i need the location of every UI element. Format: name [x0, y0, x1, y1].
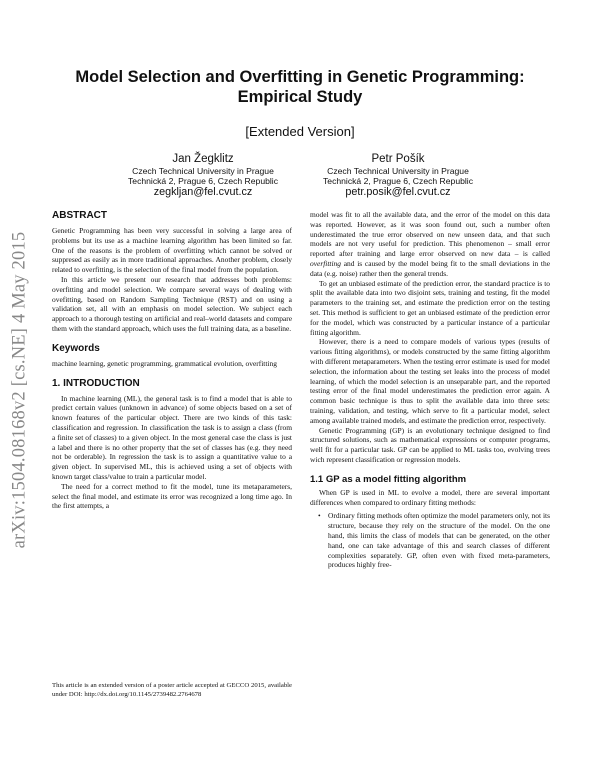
author-name: Petr Pošík	[371, 153, 425, 165]
author-block-1	[93, 152, 313, 199]
author-affiliation: Czech Technical University in Prague	[132, 166, 274, 176]
arxiv-id: arXiv:1504.08168v2 [cs.NE] 4 May 2015	[9, 231, 30, 549]
bullet-item	[318, 511, 550, 570]
paper-title	[40, 67, 560, 107]
author-address: Technická 2, Prague 6, Czech Republic	[323, 176, 473, 186]
author-block-2	[288, 152, 508, 199]
arxiv-stamp	[0, 150, 40, 630]
paper-subtitle: [Extended Version]	[245, 124, 355, 139]
keywords-text: machine learning, genetic programming, grammatical evolution, overfitting	[52, 358, 277, 368]
right-paragraph-2: To get an unbiased estimate of the prediction error, the standard practice is to split the available data into two disjoint sets, training and testing, fit the model parameters to the training set, and estimate the prediction error on the testing set. This method is sufficient to get an unbiased estimate of the prediction error for the model, which was constructed by a particular instance of a particular fitting algorithm.	[310, 278, 550, 337]
bullet-icon: •	[318, 511, 321, 521]
right-paragraph-1-start: model was fit to all the available data, and the error of the model on this data was reported. However, as it was soon found out, such a number often underestimated the true error observed on new unseen data, and that such models are not very useful for prediction. This phenomenon – small error reported after training and large error observed on new data – is called	[310, 210, 550, 259]
abstract-paragraph-2: In this article we present our research that addresses both problems: overfitting and model selection. We compare several ways of dealing with ovefitting, based on Random Sampling Technique (RST) and on using a validation set, all with an emphasis on model selection. We subject each approach to a thorough testing on artificial and real–world datasets and compare them with the standard approach, which uses the full training data, as a baseline.	[52, 274, 292, 333]
keywords-heading: Keywords	[52, 342, 100, 354]
introduction-paragraph-2: The need for a correct method to fit the model, tune its metaparameters, select the final model, and estimate its error was recognized a long time ago. In the first attempts, a	[52, 481, 292, 511]
author-address: Technická 2, Prague 6, Czech Republic	[128, 176, 278, 186]
bullet-text: Ordinary fitting methods often optimize the model parameters only, not its structure, because they rely on the structure of the model. On the one hand, this limits the class of models that can be generated, on the other hand, one can take advantage of this and search classes of different complexities separately. GP, often even with fixed meta-parameters, produces highly free-	[328, 511, 550, 570]
subsection-heading: 1.1 GP as a model fitting algorithm	[310, 473, 467, 485]
right-paragraph-1	[310, 210, 550, 279]
footnote: This article is an extended version of a poster article accepted at GECCO 2015, available under DOI: http://dx.doi.org/10.1145/2739482.2764678	[52, 682, 292, 698]
title-line-2: Empirical Study	[237, 88, 363, 106]
title-line-1: Model Selection and Overfitting in Genetic Programming:	[75, 68, 525, 86]
author-name: Jan Žegklitz	[172, 153, 234, 165]
right-column	[310, 210, 550, 570]
right-paragraph-3: However, there is a need to compare models of various types (results of various fitting algorithms), or models constructed by the same fitting algorithm with different metaparameters. When the testing error estimate is used for model selection, the information about the testing set leaks into the process of model learning, of which the model selection is an unseparable part, and the reported testing error of the final model underestimates the prediction error again. A common basic technique is thus to split the available data into three sets: training, validation, and testing, which serve to fit a particular model, select among available trained models, and estimate the prediction error, respectively.	[310, 337, 550, 425]
abstract-paragraph-1: Genetic Programming has been very successful in solving a large area of problems but its use as a machine learning algorithm has been limited so far. One of the reasons is the problem of overfitting which cannot be solved or suppresed as easily as in more traditional approaches. Another problem, closely related to overfitting, is the selection of the final model from the population.	[52, 226, 292, 275]
overfitting-term: overfitting	[310, 258, 341, 268]
left-column	[52, 210, 292, 511]
introduction-heading: 1. INTRODUCTION	[52, 377, 140, 389]
author-email: petr.posik@fel.cvut.cz	[345, 186, 451, 198]
subsection-paragraph-1: When GP is used in ML to evolve a model, there are several important differences when compared to ordinary fitting methods:	[310, 487, 550, 507]
introduction-paragraph-1: In machine learning (ML), the general task is to find a model that is able to predict certain values (unknown in advance) of some objects based on a set of known features of the particular object. There are two kinds of this task: classification and regression. In classification the task is to assign a class (from a finite set of classes) to a given object. In the most general case the class is just a label and there is no other property that the set of classes has (e.g. they need not be orderable). In regression the task is to assign a quantitative value to a given object. In supervised ML, this is achieved using a set of objects with known target class/value to train a particular model.	[52, 393, 292, 481]
abstract-heading: ABSTRACT	[52, 210, 107, 221]
author-affiliation: Czech Technical University in Prague	[327, 166, 469, 176]
right-paragraph-4: Genetic Programming (GP) is an evolutionary technique designed to find structured solutions, such as mathematical expressions or computer programs, well fit for a particular task. GP can be applied to ML tasks too, evolving trees wich represent classification or regression models.	[310, 425, 550, 464]
right-paragraph-1-end: and is caused by the model being fit to the small deviations in the data (e.g. noise) rather then the general trends.	[310, 258, 550, 278]
bullet-list	[310, 511, 550, 570]
author-email: zegkljan@fel.cvut.cz	[153, 186, 253, 198]
